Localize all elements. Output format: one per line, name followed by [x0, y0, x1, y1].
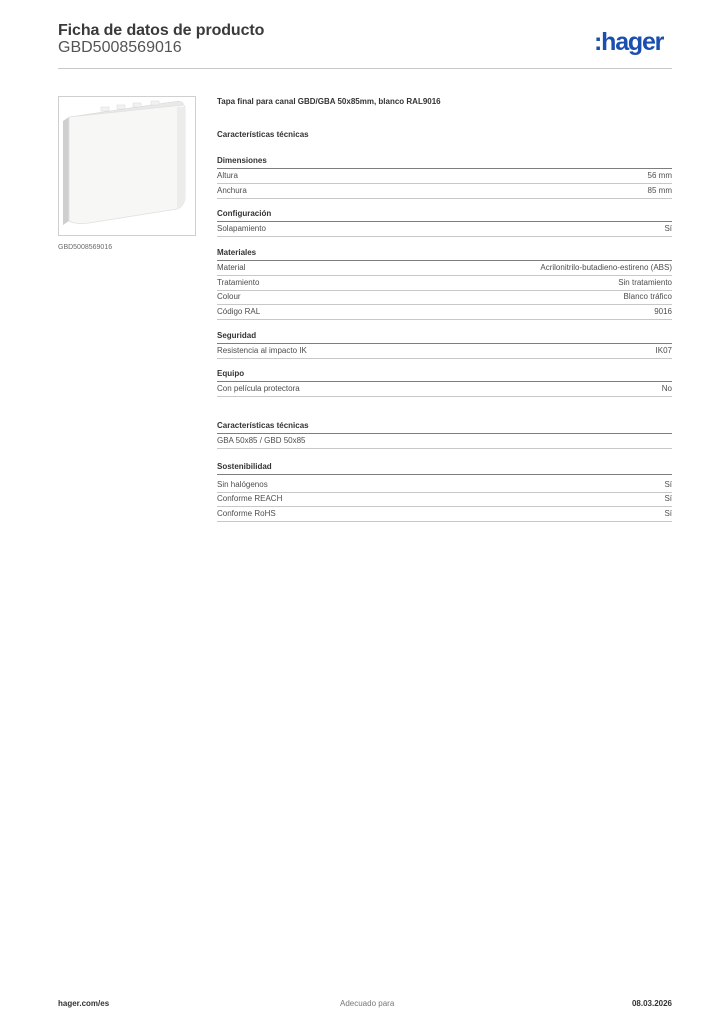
row-value: 85 mm [647, 186, 672, 195]
row-value: Acrilonitrilo-butadieno-estireno (ABS) [540, 263, 672, 272]
row-value: IK07 [655, 346, 672, 355]
table-row [217, 290, 672, 305]
table-row [217, 507, 672, 522]
row-value: Sí [664, 224, 672, 233]
section-heading-caracteristicas: Características técnicas [217, 420, 672, 434]
row-label: GBA 50x85 / GBD 50x85 [217, 436, 306, 445]
table-row [217, 492, 672, 507]
row-label: Sin halógenos [217, 480, 268, 489]
product-code: GBD5008569016 [58, 39, 182, 56]
table-row [217, 344, 672, 359]
image-caption: GBD5008569016 [58, 244, 113, 251]
row-value: 56 mm [647, 171, 672, 180]
section-heading-configuracion: Configuración [217, 208, 672, 222]
product-image [58, 96, 196, 236]
footer-website-link[interactable]: hager.com/es [58, 999, 110, 1008]
tech-characteristics-heading: Características técnicas [217, 130, 309, 139]
table-row [217, 305, 672, 320]
end-cap-illustration [59, 97, 195, 235]
row-value: No [661, 384, 672, 393]
row-label: Conforme REACH [217, 494, 283, 503]
table-row [217, 184, 672, 199]
table-row [217, 222, 672, 237]
row-label: Altura [217, 171, 238, 180]
section-heading-equipo: Equipo [217, 368, 672, 382]
page-title: Ficha de datos de producto [58, 22, 265, 39]
table-row [217, 478, 672, 493]
row-value: Sí [664, 480, 672, 489]
table-row [217, 276, 672, 291]
row-value: Sí [664, 494, 672, 503]
row-label: Colour [217, 292, 241, 301]
table-row [217, 382, 672, 397]
row-value: Sin tratamiento [618, 278, 672, 287]
footer-date: 08.03.2026 [631, 999, 672, 1008]
table-row [217, 261, 672, 276]
row-value: 9016 [654, 307, 672, 316]
table-row [217, 434, 672, 449]
row-value: Blanco tráfico [623, 292, 672, 301]
row-value: Sí [664, 509, 672, 518]
row-label: Código RAL [217, 307, 261, 316]
section-heading-materiales: Materiales [217, 247, 672, 261]
footer-center-text: Adecuado para [340, 999, 395, 1008]
section-heading-sostenibilidad: Sostenibilidad [217, 461, 672, 475]
table-row [217, 169, 672, 184]
row-label: Tratamiento [217, 278, 260, 287]
section-heading-seguridad: Seguridad [217, 330, 672, 344]
section-heading-dimensiones: Dimensiones [217, 155, 672, 169]
row-label: Solapamiento [217, 224, 266, 233]
hager-logo: :hager [594, 28, 664, 56]
row-label: Anchura [217, 186, 247, 195]
header-divider [58, 68, 672, 69]
row-label: Conforme RoHS [217, 509, 276, 518]
row-label: Con película protectora [217, 384, 300, 393]
row-label: Resistencia al impacto IK [217, 346, 307, 355]
product-description: Tapa final para canal GBD/GBA 50x85mm, blanco RAL9016 [217, 97, 441, 106]
row-label: Material [217, 263, 246, 272]
